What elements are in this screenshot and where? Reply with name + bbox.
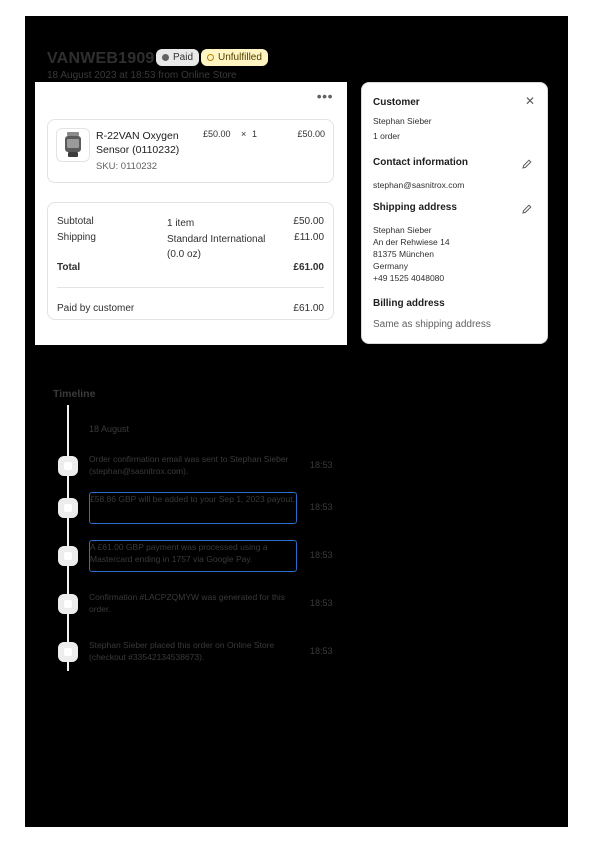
- shipping-street: An der Rehwiese 14: [373, 237, 450, 247]
- order-details-panel: [35, 82, 347, 345]
- timeline-event: [25, 540, 345, 580]
- subtotal-value: £50.00: [293, 216, 324, 227]
- timeline-event: [25, 453, 345, 493]
- pencil-icon: [521, 158, 533, 170]
- customer-email-link[interactable]: stephan@sasnitrox.com: [373, 180, 465, 190]
- subtotal-label: Subtotal: [57, 216, 94, 227]
- timeline-event-time: 18:53: [310, 598, 333, 608]
- unit-price: £50.00: [203, 129, 231, 139]
- shipping-country: Germany: [373, 261, 408, 271]
- paid-by-customer-value: £61.00: [293, 303, 324, 314]
- timeline-event: [25, 639, 345, 679]
- timeline-dot-icon: [58, 594, 78, 614]
- paid-by-customer-label: Paid by customer: [57, 303, 135, 314]
- shipping-city: 81375 München: [373, 249, 434, 259]
- customer-name-link[interactable]: Stephan Sieber: [373, 116, 432, 126]
- pencil-icon: [521, 203, 533, 215]
- edit-shipping-button[interactable]: [515, 198, 539, 220]
- billing-address-text: Same as shipping address: [373, 319, 491, 330]
- unfulfilled-badge: [201, 49, 268, 66]
- timeline-event-time: 18:53: [310, 502, 333, 512]
- line-total: £50.00: [297, 129, 325, 139]
- timeline-event: [25, 591, 345, 631]
- timeline-event-text: £58.86 GBP will be added to your Sep 1, 2023 payout.: [89, 492, 297, 524]
- timeline-dot-icon: [58, 456, 78, 476]
- order-subtitle: 18 August 2023 at 18:53 from Online Store: [47, 70, 237, 81]
- total-label: Total: [57, 262, 81, 273]
- payment-summary-card: [47, 202, 334, 320]
- paid-badge-label: Paid: [173, 52, 194, 63]
- more-horizontal-icon[interactable]: •••: [316, 88, 333, 104]
- customer-heading: Customer: [373, 97, 420, 108]
- quantity: 1: [252, 129, 258, 139]
- line-item-card: [47, 119, 334, 183]
- timeline-event-time: 18:53: [310, 646, 333, 656]
- total-value: £61.00: [293, 262, 324, 273]
- timeline-event-text: Order confirmation email was sent to Stephan Sieber (stephan@sasnitrox.com).: [89, 454, 289, 476]
- subtotal-desc: 1 item: [167, 218, 195, 229]
- paid-dot-icon: [162, 54, 169, 61]
- timeline-title: Timeline: [53, 388, 96, 400]
- timeline-event-text: A £61.00 GBP payment was processed using a Mastercard ending in 1757 via Google Pay.: [89, 540, 297, 572]
- product-sku: SKU: 0110232: [96, 161, 158, 172]
- product-name-link[interactable]: R-22VAN Oxygen Sensor (0110232): [96, 130, 180, 156]
- timeline-event-time: 18:53: [310, 550, 333, 560]
- timeline-dot-icon: [58, 498, 78, 518]
- shipping-address-heading: Shipping address: [373, 202, 457, 213]
- summary-divider: [57, 287, 324, 288]
- timeline-line: [67, 405, 69, 671]
- timeline-dot-icon: [58, 546, 78, 566]
- shipping-label: Shipping: [57, 232, 96, 243]
- product-thumbnail[interactable]: [56, 128, 90, 162]
- timeline-event-text: Confirmation #LACPZQMYW was generated for this order.: [89, 592, 286, 614]
- customer-orders-link[interactable]: 1 order: [373, 131, 400, 141]
- timeline-dot-icon: [58, 642, 78, 662]
- times-sign: ×: [241, 129, 247, 139]
- close-icon[interactable]: ✕: [524, 94, 535, 108]
- oxygen-sensor-image: [62, 131, 84, 159]
- timeline-event: [25, 492, 345, 532]
- shipping-desc: Standard International (0.0 oz): [167, 234, 266, 260]
- shipping-name: Stephan Sieber: [373, 225, 432, 235]
- unfulfilled-dot-icon: [207, 54, 214, 61]
- edit-contact-button[interactable]: [515, 153, 539, 175]
- billing-address-heading: Billing address: [373, 298, 445, 309]
- paid-badge: [156, 49, 199, 66]
- shipping-value: £11.00: [294, 232, 324, 243]
- timeline-event-text: Stephan Sieber placed this order on Online Store (checkout #33542134538673).: [89, 640, 275, 662]
- order-page: [25, 16, 568, 827]
- timeline-date: 18 August: [89, 424, 130, 434]
- unfulfilled-badge-label: Unfulfilled: [218, 52, 262, 63]
- timeline-event-time: 18:53: [310, 460, 333, 470]
- contact-heading: Contact information: [373, 157, 468, 168]
- shipping-phone: +49 1525 4048080: [373, 273, 445, 283]
- order-title: VANWEB1909: [47, 50, 155, 67]
- customer-panel: [361, 82, 548, 344]
